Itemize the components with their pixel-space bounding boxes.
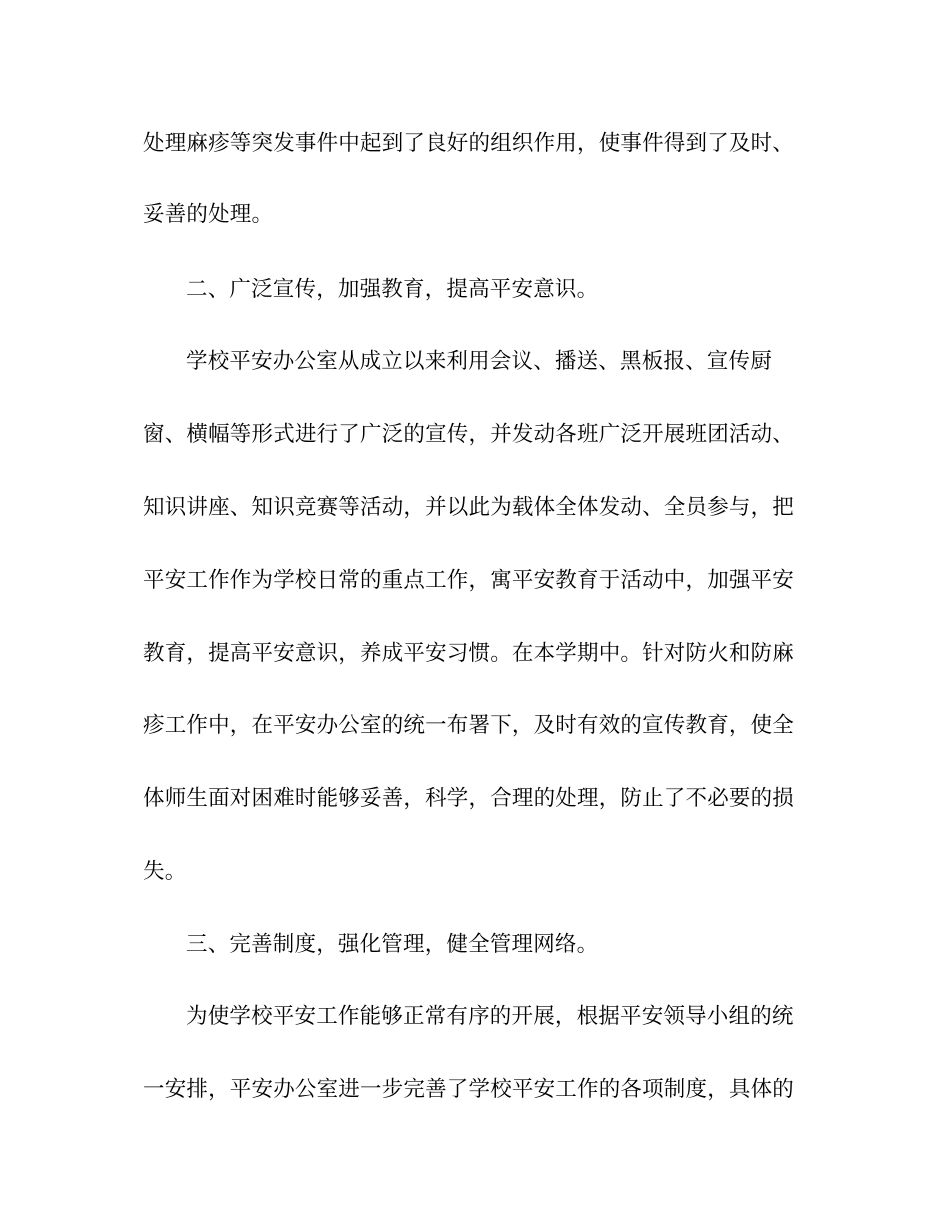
- paragraph-line-8: 疹工作中，在平安办公室的统一布署下，及时有效的宣传教育，使全: [143, 713, 795, 738]
- paragraph-line-1: 处理麻疹等突发事件中起到了良好的组织作用，使事件得到了及时、: [143, 131, 795, 156]
- paragraph-line-2: 妥善的处理。: [143, 202, 274, 227]
- section-heading-2: 二、广泛宣传，加强教育，提高平安意识。: [186, 277, 599, 302]
- paragraph-line-12: 一安排，平安办公室进一步完善了学校平安工作的各项制度，具体的: [143, 1077, 795, 1102]
- paragraph-line-11: 为使学校平安工作能够正常有序的开展，根据平安领导小组的统: [186, 1004, 794, 1029]
- paragraph-line-4: 窗、横幅等形式进行了广泛的宣传，并发动各班广泛开展班团活动、: [143, 422, 795, 447]
- paragraph-line-5: 知识讲座、知识竞赛等活动，并以此为载体全体发动、全员参与，把: [143, 495, 795, 520]
- paragraph-line-9: 体师生面对困难时能够妥善，科学，合理的处理，防止了不必要的损: [143, 786, 795, 811]
- paragraph-line-7: 教育，提高平安意识，养成平安习惯。在本学期中。针对防火和防麻: [143, 641, 795, 666]
- section-heading-3: 三、完善制度，强化管理，健全管理网络。: [186, 932, 599, 957]
- paragraph-line-10: 失。: [143, 859, 187, 884]
- paragraph-line-3: 学校平安办公室从成立以来利用会议、播送、黑板报、宣传厨: [186, 349, 772, 374]
- paragraph-line-6: 平安工作作为学校日常的重点工作，寓平安教育于活动中，加强平安: [143, 568, 795, 593]
